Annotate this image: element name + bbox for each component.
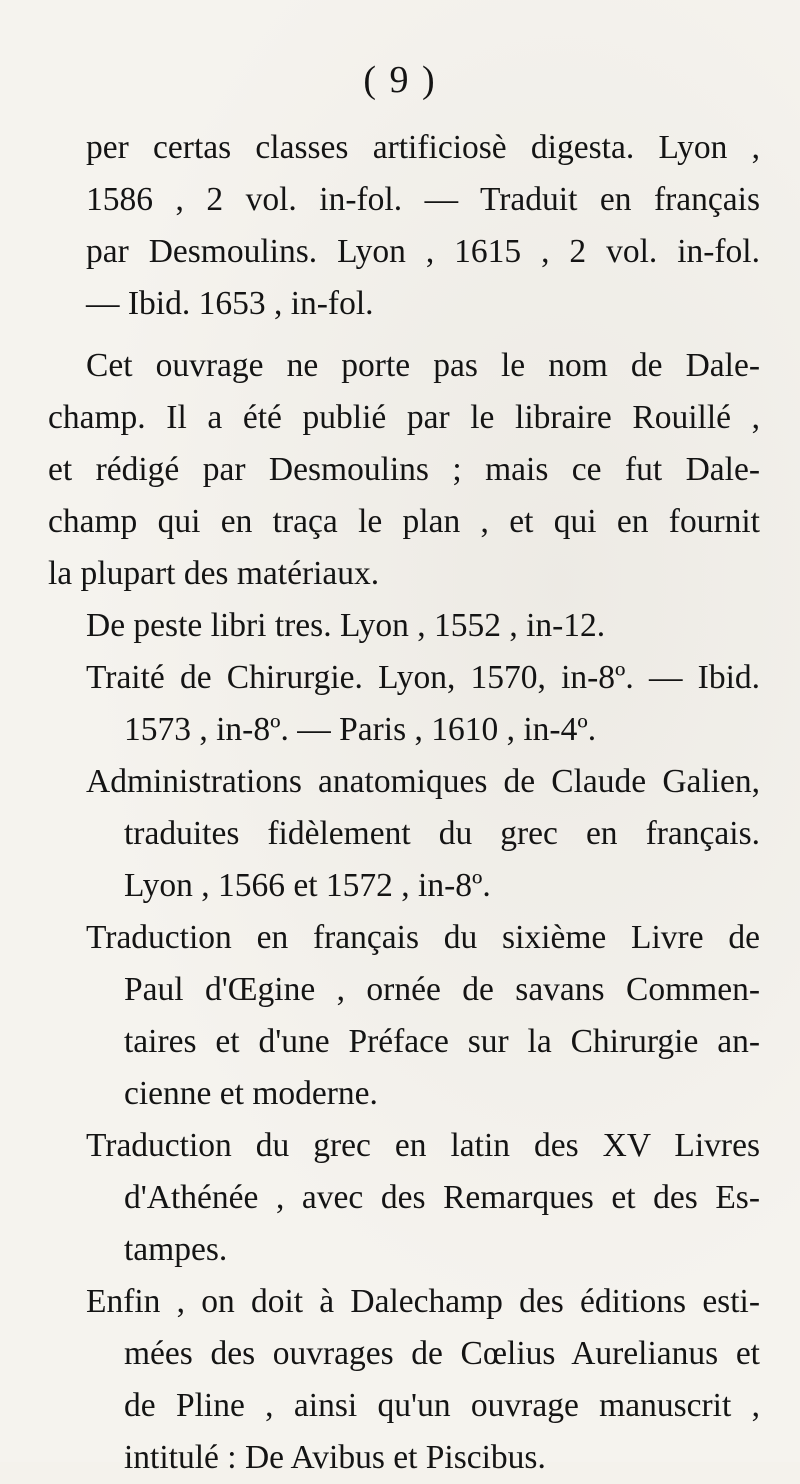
text-line: champ qui en traça le plan , et qui en fournit [48,503,760,540]
text-line: de Pline , ainsi qu'un ouvrage manuscrit , [124,1387,760,1424]
text-line: et rédigé par Desmoulins ; mais ce fut Dale- [48,451,760,488]
text-line: — Ibid. 1653 , in-fol. [86,285,374,322]
text-line: Enfin , on doit à Dalechamp des éditions esti- [86,1283,760,1320]
bibliography-entry [48,600,760,652]
text-line: Traduction du grec en latin des XV Livres [86,1127,760,1164]
bibliography-entry [48,1120,760,1276]
text-line: champ. Il a été publié par le libraire Rouillé , [48,399,760,436]
text-line: Traduction en français du sixième Livre de [86,919,760,956]
text-line: Traité de Chirurgie. Lyon, 1570, in-8º. — Ibid. [86,659,760,696]
text-line: la plupart des matériaux. [48,555,380,592]
text-line: taires et d'une Préface sur la Chirurgie an- [124,1023,760,1060]
continued-entry [48,122,760,330]
closing-entry [48,1276,760,1484]
note-paragraph [48,340,760,600]
text-line: par Desmoulins. Lyon , 1615 , 2 vol. in-fol. [86,233,760,270]
text-line: Cet ouvrage ne porte pas le nom de Dale- [86,347,760,384]
page-number: ( 9 ) [363,59,437,101]
text-line: per certas classes artificiosè digesta. Lyon , [86,129,760,166]
text-line: mées des ouvrages de Cœlius Aurelianus et [124,1335,760,1372]
bibliography-entry [48,756,760,912]
text-line: d'Athénée , avec des Remarques et des Es- [124,1179,760,1216]
bibliography-entry [48,912,760,1120]
text-line: tampes. [124,1231,228,1268]
text-line: intitulé : De Avibus et Piscibus. [124,1439,546,1476]
text-line: 1573 , in-8º. — Paris , 1610 , in-4º. [124,711,597,748]
text-line: traduites fidèlement du grec en français. [124,815,760,852]
text-line: Administrations anatomiques de Claude Galien, [86,763,760,800]
text-line: 1586 , 2 vol. in-fol. — Traduit en français [86,181,760,218]
text-line: Paul d'Œgine , ornée de savans Commen- [124,971,760,1008]
bibliography-entry [48,652,760,756]
text-line: cienne et moderne. [124,1075,378,1112]
text-line: De peste libri tres. Lyon , 1552 , in-12. [86,607,606,644]
page-body [48,122,760,1484]
text-line: Lyon , 1566 et 1572 , in-8º. [124,867,491,904]
